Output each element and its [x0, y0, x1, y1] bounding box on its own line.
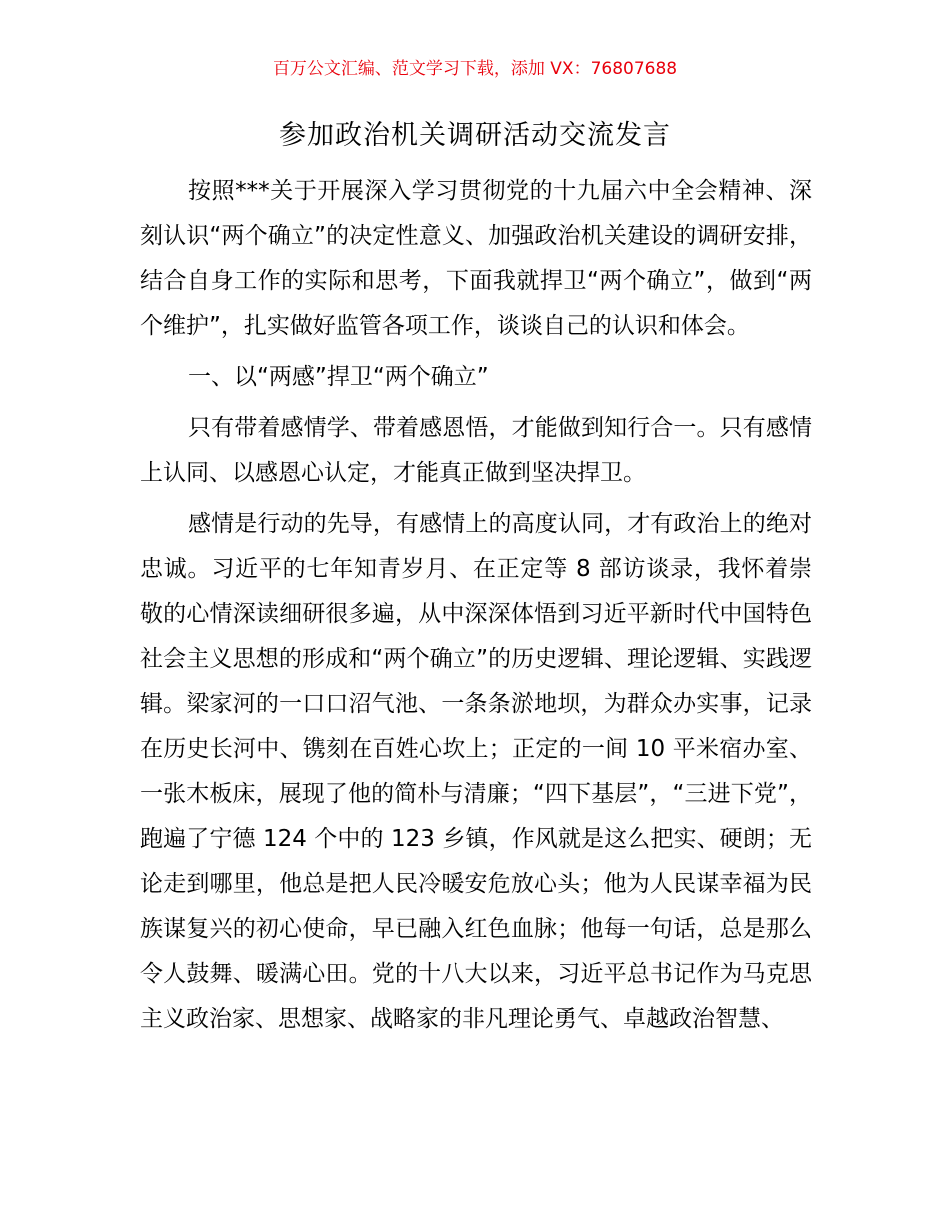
watermark-banner: 百万公文汇编、范文学习下载，添加 VX：76807688 [272, 59, 678, 79]
paragraph-emotion: 只有带着感情学、带着感恩悟，才能做到知行合一。只有感情上认同、以感恩心认定，才能真正做到坚决捍卫。 [140, 415, 812, 486]
section-heading: 一、以“两感”捍卫“两个确立” [188, 364, 489, 390]
document-title: 参加政治机关调研活动交流发言 [279, 120, 671, 151]
document-body [140, 169, 812, 1042]
paragraph-intro: 按照***关于开展深入学习贯彻党的十九届六中全会精神、深刻认识“两个确立”的决定性意义、加强政治机关建设的调研安排，结合自身工作的实际和思考，下面我就捍卫“两个确立”，做到“两个维护”，扎实做好监管各项工作，谈谈自己的认识和体会。 [140, 178, 812, 339]
paragraph-main: 感情是行动的先导，有感情上的高度认同，才有政治上的绝对忠诚。习近平的七年知青岁月、在正定等 8 部访谈录，我怀着崇敬的心情深读细研很多遍，从中深深体悟到习近平新时代中国特色社会主义思想的形成和“两个确立”的历史逻辑、理论逻辑、实践逻辑。梁家河的一口口沼气池、一条条淤地坝，为群众办实事，记录在历史长河中、镌刻在百姓心坎上；正定的一间 10 平米宿办室、一张木板床，展现了他的简朴与清廉；“四下基层”，“三进下党”，跑遍了宁德 124 个中的 123 乡镇，作风就是这么把实、硬朗；无论走到哪里，他总是把人民冷暖安危放心头；他为人民谋幸福为民族谋复兴的初心使命，早已融入红色血脉；他每一句话，总是那么令人鼓舞、暖满心田。党的十八大以来，习近平总书记作为马克思主义政治家、思想家、战略家的非凡理论勇气、卓越政治智慧、 [140, 511, 812, 1032]
